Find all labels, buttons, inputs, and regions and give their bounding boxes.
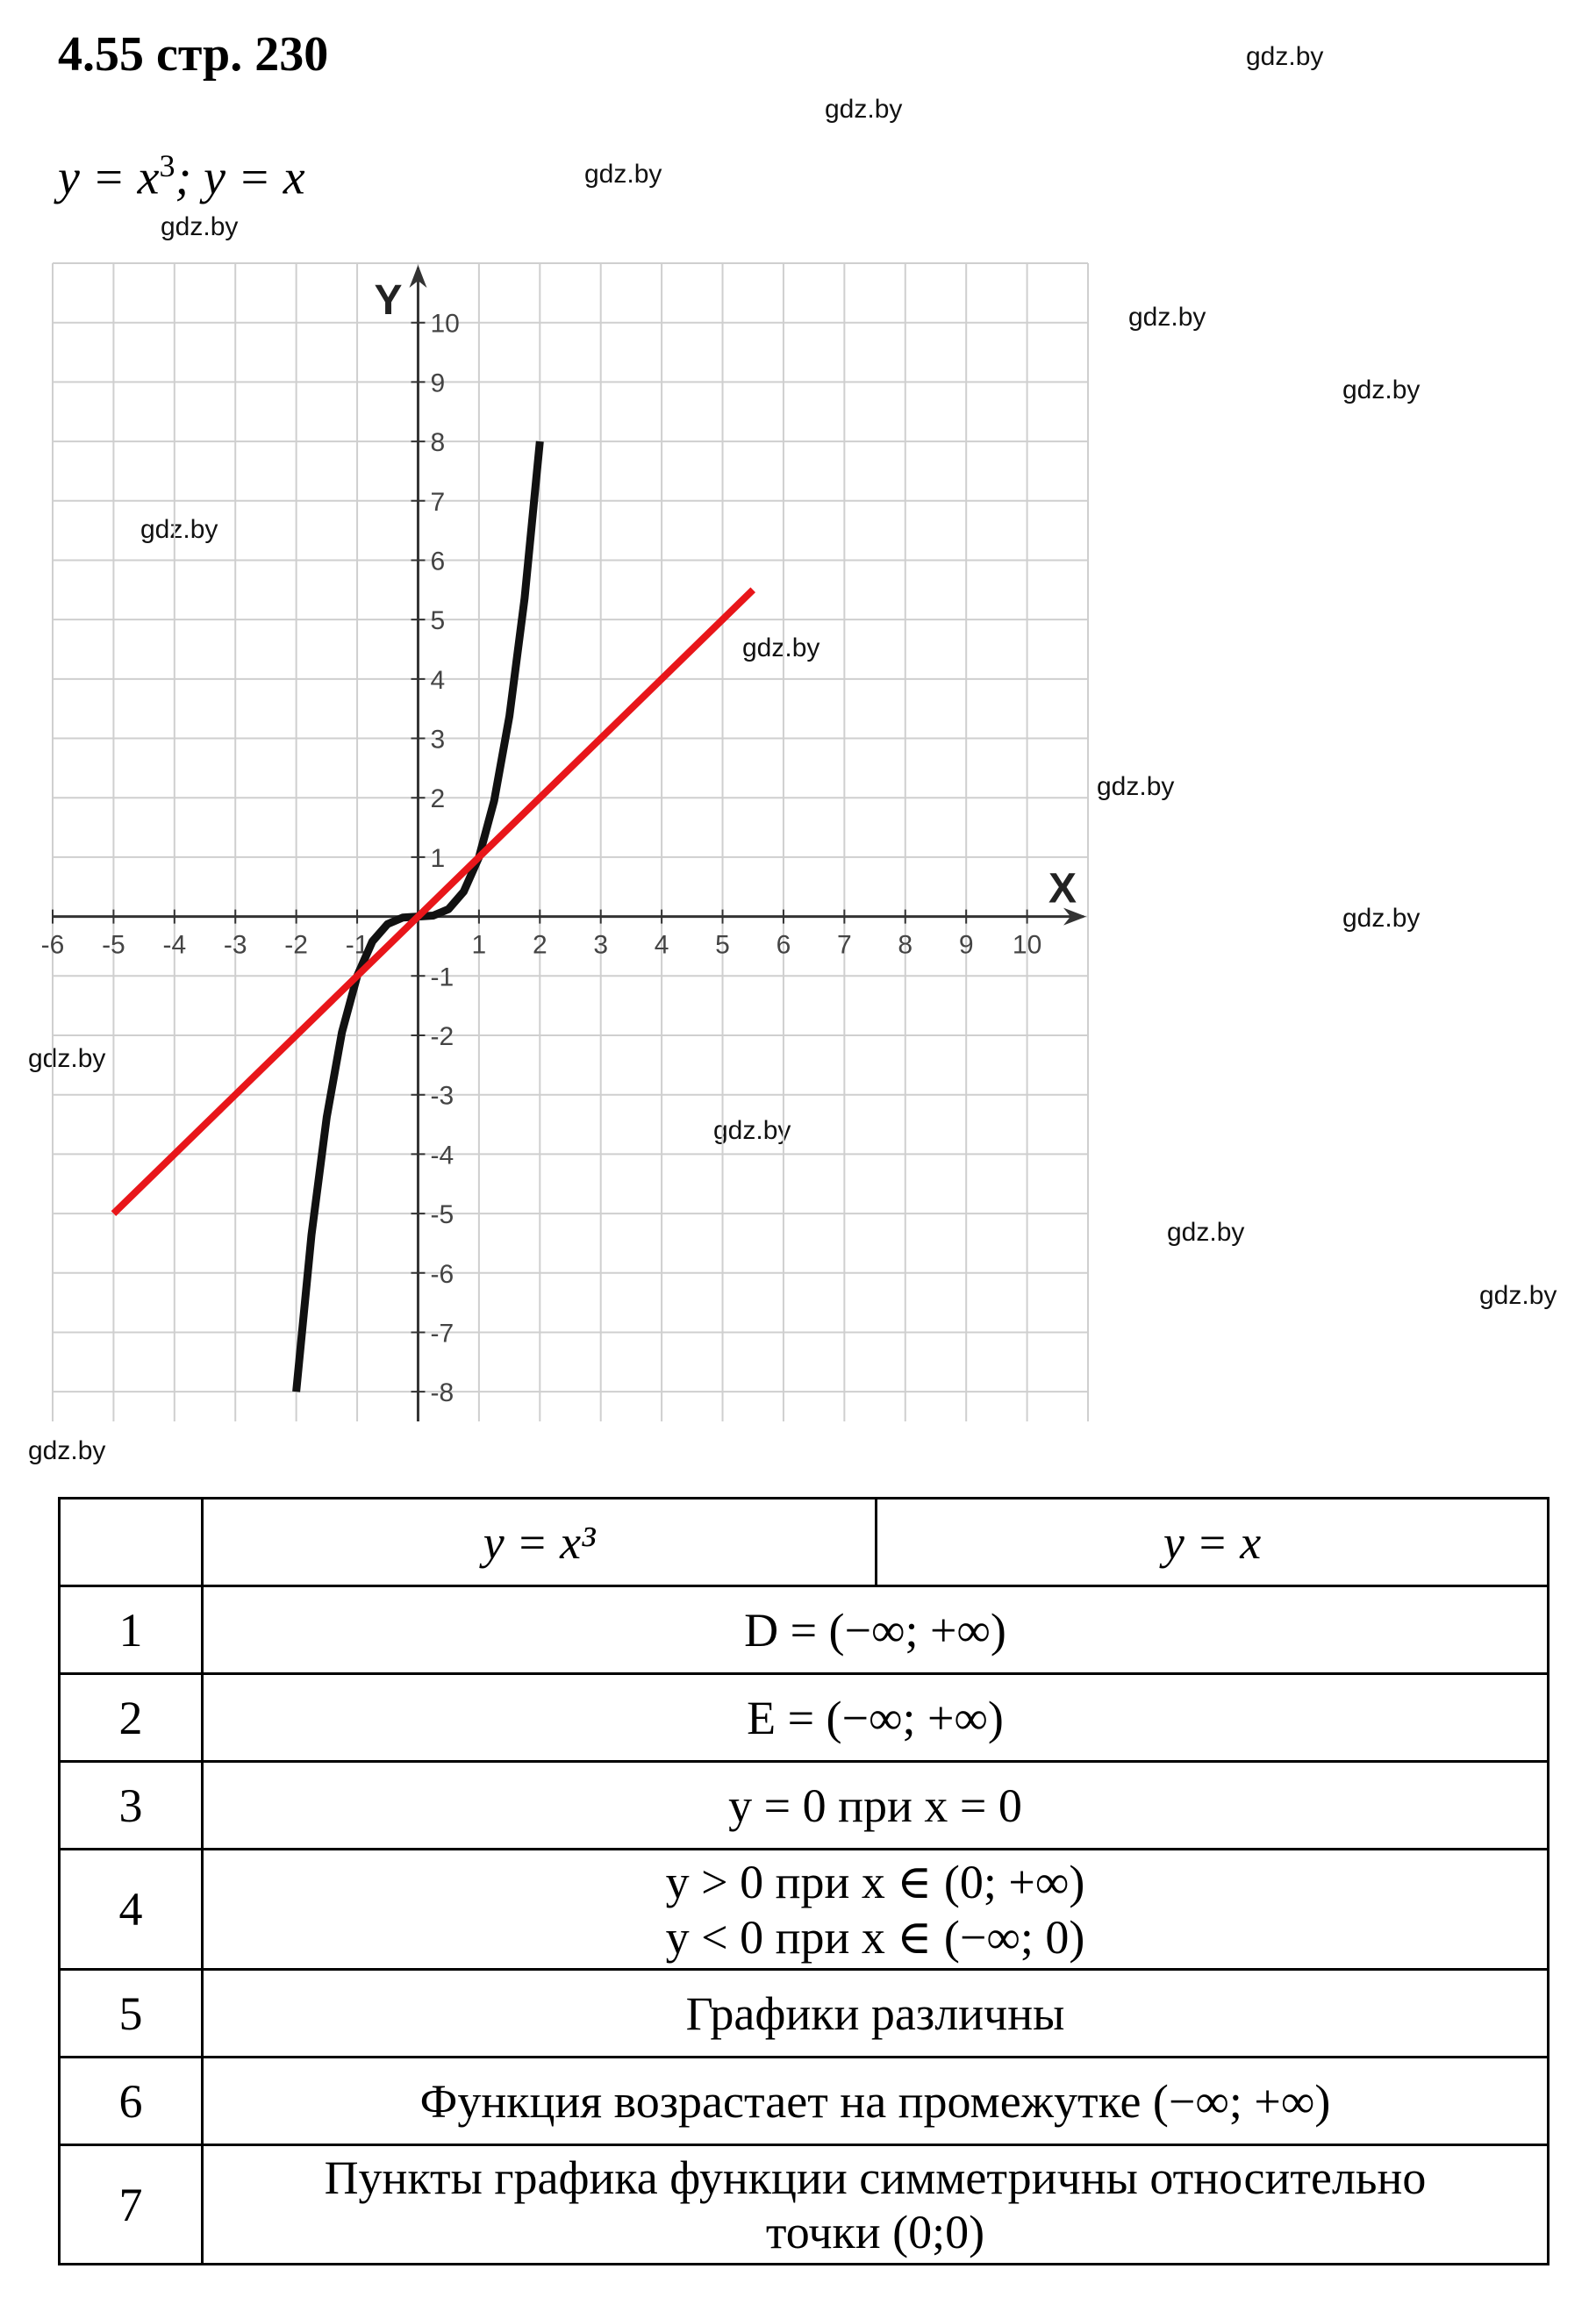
x-tick-label: -4 [162, 930, 187, 960]
x-tick-label: -5 [102, 930, 125, 960]
y-tick-label: -3 [430, 1081, 454, 1111]
y-tick-label: 10 [430, 309, 460, 339]
watermark: gdz.by [713, 1116, 791, 1145]
y-tick-label: -2 [430, 1022, 454, 1051]
y-tick-label: 2 [430, 784, 446, 814]
watermark: gdz.by [1097, 772, 1175, 801]
y-tick-label: 1 [430, 843, 446, 873]
x-tick-label: 1 [471, 930, 487, 960]
watermark: gdz.by [825, 95, 903, 124]
watermark: gdz.by [584, 160, 662, 189]
row-text-line: y < 0 при x ∈ (−∞; 0) [665, 1911, 1085, 1964]
watermark: gdz.by [1479, 1281, 1557, 1310]
row-text-line: y > 0 при x ∈ (0; +∞) [665, 1856, 1085, 1908]
y-tick-label: -6 [430, 1259, 454, 1289]
x-axis-label: X [1048, 865, 1077, 913]
y-tick-label: 3 [430, 725, 446, 755]
row-number: 2 [60, 1674, 203, 1762]
x-tick-label: -1 [345, 930, 369, 960]
x-tick-label: -3 [223, 930, 247, 960]
row-number: 5 [60, 1970, 203, 2058]
table-row [60, 1850, 1549, 1970]
row-text-line: Пункты графика функции симметричны относительно [324, 2151, 1427, 2204]
formula-exponent: 3 [159, 148, 175, 183]
function-graph [40, 263, 1088, 1421]
x-tick-label: -2 [284, 930, 308, 960]
page-title: 4.55 стр. 230 [58, 27, 329, 82]
row-text: E = (−∞; +∞) [203, 1674, 1549, 1762]
row-text: Функция возрастает на промежутке (−∞; +∞) [203, 2058, 1549, 2145]
table-header-row [60, 1499, 1549, 1586]
row-text [203, 2145, 1549, 2265]
watermark: gdz.by [742, 633, 820, 662]
row-text: y = 0 при x = 0 [203, 1762, 1549, 1850]
table-row [60, 2058, 1549, 2145]
watermark: gdz.by [161, 212, 239, 241]
table-row [60, 2145, 1549, 2265]
table-row [60, 1586, 1549, 1674]
watermark: gdz.by [28, 1044, 106, 1073]
row-text: Графики различны [203, 1970, 1549, 2058]
watermark: gdz.by [28, 1436, 106, 1465]
x-tick-label: 2 [532, 930, 548, 960]
y-tick-label: 9 [430, 369, 446, 398]
y-tick-label: 4 [430, 665, 446, 695]
y-tick-label: -5 [430, 1200, 454, 1230]
x-tick-label: 4 [654, 930, 669, 960]
formula-linear: ; y = x [175, 150, 305, 205]
row-text [203, 1850, 1549, 1970]
y-tick-label: 6 [430, 547, 446, 576]
table-row [60, 1970, 1549, 2058]
row-number: 1 [60, 1586, 203, 1674]
properties-table [58, 1497, 1549, 2265]
y-tick-label: -4 [430, 1141, 454, 1170]
row-number: 3 [60, 1762, 203, 1850]
y-tick-label: 5 [430, 606, 446, 636]
row-text: D = (−∞; +∞) [203, 1586, 1549, 1674]
y-tick-label: 8 [430, 428, 446, 458]
header-cubic: y = x³ [203, 1499, 877, 1586]
watermark: gdz.by [1128, 303, 1206, 332]
table-row [60, 1674, 1549, 1762]
x-tick-label: 7 [837, 930, 852, 960]
x-tick-label: 6 [776, 930, 791, 960]
y-tick-label: -8 [430, 1378, 454, 1408]
x-tick-label: 5 [715, 930, 730, 960]
functions-formula [58, 147, 305, 206]
y-tick-label: -7 [430, 1319, 454, 1349]
watermark: gdz.by [1342, 904, 1421, 933]
header-linear: y = x [877, 1499, 1549, 1586]
row-text-line: точки (0;0) [765, 2205, 985, 2258]
row-number: 6 [60, 2058, 203, 2145]
x-tick-label: 10 [1012, 930, 1042, 960]
header-blank-cell [60, 1499, 203, 1586]
row-number: 4 [60, 1850, 203, 1970]
watermark: gdz.by [1342, 376, 1421, 404]
watermark: gdz.by [1167, 1218, 1245, 1247]
watermark: gdz.by [1246, 42, 1324, 71]
y-axis-label: Y [374, 277, 403, 324]
y-tick-label: 7 [430, 487, 446, 517]
row-number: 7 [60, 2145, 203, 2265]
x-tick-label: -6 [40, 930, 65, 960]
x-tick-label: 3 [593, 930, 609, 960]
x-tick-label: 8 [898, 930, 913, 960]
watermark: gdz.by [140, 515, 218, 544]
y-tick-label: -1 [430, 963, 454, 992]
table-row [60, 1762, 1549, 1850]
x-tick-label: 9 [958, 930, 974, 960]
formula-cubic: y = x [58, 150, 160, 205]
